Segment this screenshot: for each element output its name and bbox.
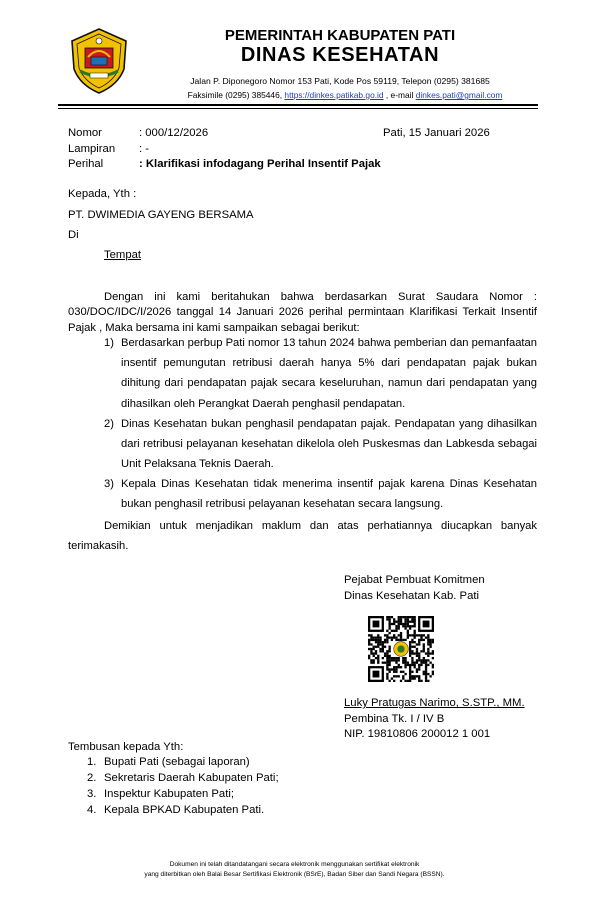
signer-nip: NIP. 19810806 200012 1 001 bbox=[344, 728, 491, 740]
perihal-label: Perihal bbox=[68, 158, 104, 170]
agency-address: Jalan P. Diponegoro Nomor 153 Pati, Kode Pos 59119, Telepon (0295) 381685 bbox=[190, 76, 490, 86]
opening-paragraph: Dengan ini kami beritahukan bahwa berdasarkan Surat Saudara Nomor : 030/DOC/IDC/I/2026 tanggal 14 Januari 2026 perihal permintaan Klarifikasi Terkait Insentif Pajak , Maka bersama ini kami sampaikan sebagai berikut: bbox=[68, 291, 537, 334]
tembusan-item: Inspektur Kabupaten Pati; bbox=[104, 788, 235, 800]
point-number: 2) bbox=[104, 418, 114, 430]
agency-name: DINAS KESEHATAN bbox=[240, 44, 440, 66]
point-number: 1) bbox=[104, 337, 114, 349]
point-text: Kepala Dinas Kesehatan tidak menerima insentif pajak karena Dinas Kesehatan bukan penghasil retribusi pelayanan kesehatan secara langsung. bbox=[121, 478, 537, 511]
website-link[interactable]: https://dinkes.patikab.go.id bbox=[284, 90, 384, 100]
letter-date: Pati, 15 Januari 2026 bbox=[383, 127, 490, 139]
email-label: , e-mail bbox=[383, 90, 416, 100]
tembusan-title: Tembusan kepada Yth: bbox=[68, 741, 184, 753]
tembusan-number: 2. bbox=[87, 772, 97, 784]
recipient-name: PT. DWIMEDIA GAYENG BERSAMA bbox=[68, 209, 254, 221]
di-label: Di bbox=[68, 229, 79, 241]
closing-paragraph: Demikian untuk menjadikan maklum dan atas perhatiannya diucapkan banyak terimakasih. bbox=[68, 520, 537, 553]
signer-position: Pejabat Pembuat Komitmen bbox=[344, 574, 485, 586]
tembusan-number: 3. bbox=[87, 788, 97, 800]
lampiran-label: Lampiran bbox=[68, 143, 116, 155]
point-text: Berdasarkan perbup Pati nomor 13 tahun 2024 bahwa pemberian dan pemanfaatan insentif pemungutan retribusi daerah hanya 5% dari pendapatan pajak bukan dihitung dari pendapatan pajak secara keseluruhan, namun dari pendapatan yang dihasilkan oleh Perangkat Daerah penghasil pendapatan. bbox=[121, 337, 537, 410]
tembusan-number: 4. bbox=[87, 804, 97, 816]
tempat-label: Tempat bbox=[104, 249, 142, 261]
signer-agency: Dinas Kesehatan Kab. Pati bbox=[344, 590, 480, 602]
e-signature-notice-line-1: Dokumen ini telah ditandatangani secara elektronik menggunakan sertifikat elektronik bbox=[169, 861, 420, 868]
pati-regency-logo bbox=[68, 27, 130, 95]
kepada-label: Kepada, Yth : bbox=[68, 188, 137, 200]
fax-text: Faksimile (0295) 385446, bbox=[187, 90, 285, 100]
agency-contact bbox=[150, 90, 540, 100]
tembusan-item: Kepala BPKAD Kabupaten Pati. bbox=[104, 804, 265, 816]
perihal-value: : Klarifikasi infodagang Perihal Insentif Pajak bbox=[139, 158, 381, 170]
letterhead-divider-thick bbox=[58, 104, 538, 106]
point-number: 3) bbox=[104, 478, 114, 490]
government-name: PEMERINTAH KABUPATEN PATI bbox=[224, 27, 456, 44]
tembusan-item: Sekretaris Daerah Kabupaten Pati; bbox=[104, 772, 279, 784]
lampiran-value: : - bbox=[139, 143, 150, 155]
qr-code-signature bbox=[368, 616, 434, 682]
signer-name: Luky Pratugas Narimo, S.STP., MM. bbox=[344, 697, 525, 709]
nomor-value: : 000/12/2026 bbox=[139, 127, 209, 139]
nomor-label: Nomor bbox=[68, 127, 102, 139]
letterhead-divider-thin bbox=[58, 108, 538, 109]
signer-rank: Pembina Tk. I / IV B bbox=[344, 713, 445, 725]
tembusan-item: Bupati Pati (sebagai laporan) bbox=[104, 756, 250, 768]
tembusan-number: 1. bbox=[87, 756, 97, 768]
email-link[interactable]: dinkes.pati@gmail.com bbox=[415, 90, 503, 100]
e-signature-notice-line-2: yang diterbitkan oleh Balai Besar Sertifikasi Elektronik (BSrE), Badan Siber dan Sandi Negara (BSSN). bbox=[144, 871, 445, 878]
point-text: Dinas Kesehatan bukan penghasil pendapatan pajak. Pendapatan yang dihasilkan dari retribusi pelayanan kesehatan dikelola oleh Puskesmas dan Labkesda sebagai Unit Pelaksana Teknis Daerah. bbox=[121, 418, 537, 471]
